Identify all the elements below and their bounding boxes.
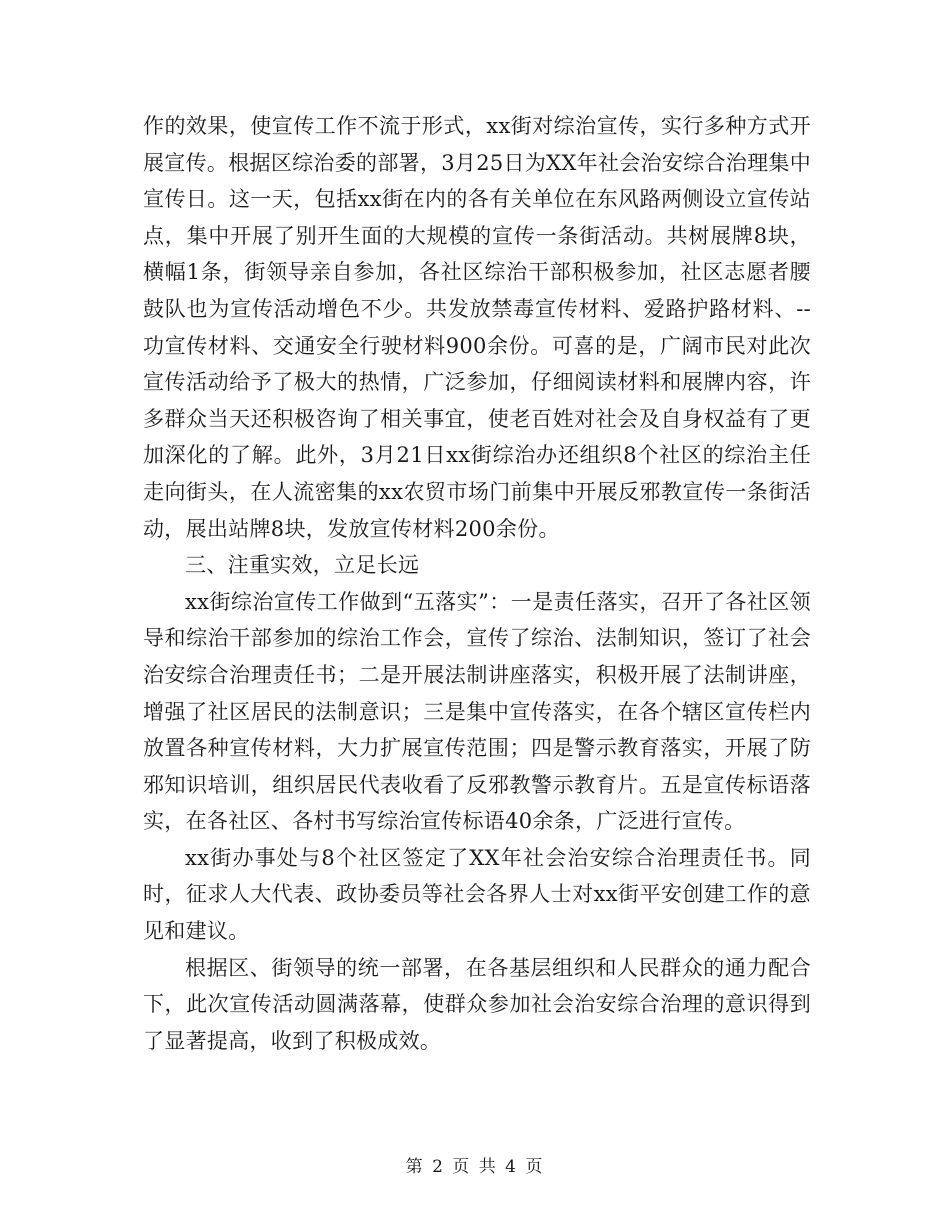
paragraph-conclusion: 根据区、街领导的统一部署，在各基层组织和人民群众的通力配合下，此次宣传活动圆满落幕，使群众参加社会治安综合治理的意识得到了显著提高，收到了积极成效。 <box>143 955 811 1053</box>
paragraph-responsibility-letter: xx街办事处与8个社区签定了XX年社会治安综合治理责任书。同时，征求人大代表、政协委员等社会各界人士对xx街平安创建工作的意见和建议。 <box>143 845 811 944</box>
paragraph-five-implementations: xx街综治宣传工作做到“五落实”：一是责任落实，召开了各社区领导和综治干部参加的综治工作会，宣传了综治、法制知识，签订了社会治安综合治理责任书；二是开展法制讲座落实，积极开展了法制讲座，增强了社区居民的法制意识；三是集中宣传落实，在各个辖区宣传栏内放置各种宣传材料，大力扩展宣传范围；四是警示教育落实，开展了防邪知识培训，组织居民代表收看了反邪教警示教育片。五是宣传标语落实，在各社区、各村书写综治宣传标语40余条，广泛进行宣传。 <box>143 589 811 834</box>
page-footer: 第 2 页 共 4 页 <box>405 1157 545 1177</box>
document-body <box>143 108 811 1059</box>
section-heading: 三、注重实效，立足长远 <box>185 553 420 578</box>
paragraph-continuation: 作的效果，使宣传工作不流于形式，xx街对综治宣传，实行多种方式开展宣传。根据区综治委的部署，3月25日为XX年社会治安综合治理集中宣传日。这一天，包括xx街在内的各有关单位在东风路两侧设立宣传站点，集中开展了别开生面的大规模的宣传一条街活动。共树展牌8块，横幅1条，街领导亲自参加，各社区综治干部积极参加，社区志愿者腰鼓队也为宣传活动增色不少。共发放禁毒宣传材料、爱路护路材料、--功宣传材料、交通安全行驶材料900余份。可喜的是，广阔市民对此次宣传活动给予了极大的热情，广泛参加，仔细阅读材料和展牌内容，许多群众当天还积极咨询了相关事宜，使老百姓对社会及自身权益有了更加深化的了解。此外，3月21日xx街综治办还组织8个社区的综治主任走向街头，在人流密集的xx农贸市场门前集中开展反邪教宣传一条街活动，展出站牌8块，发放宣传材料200余份。 <box>143 114 811 541</box>
